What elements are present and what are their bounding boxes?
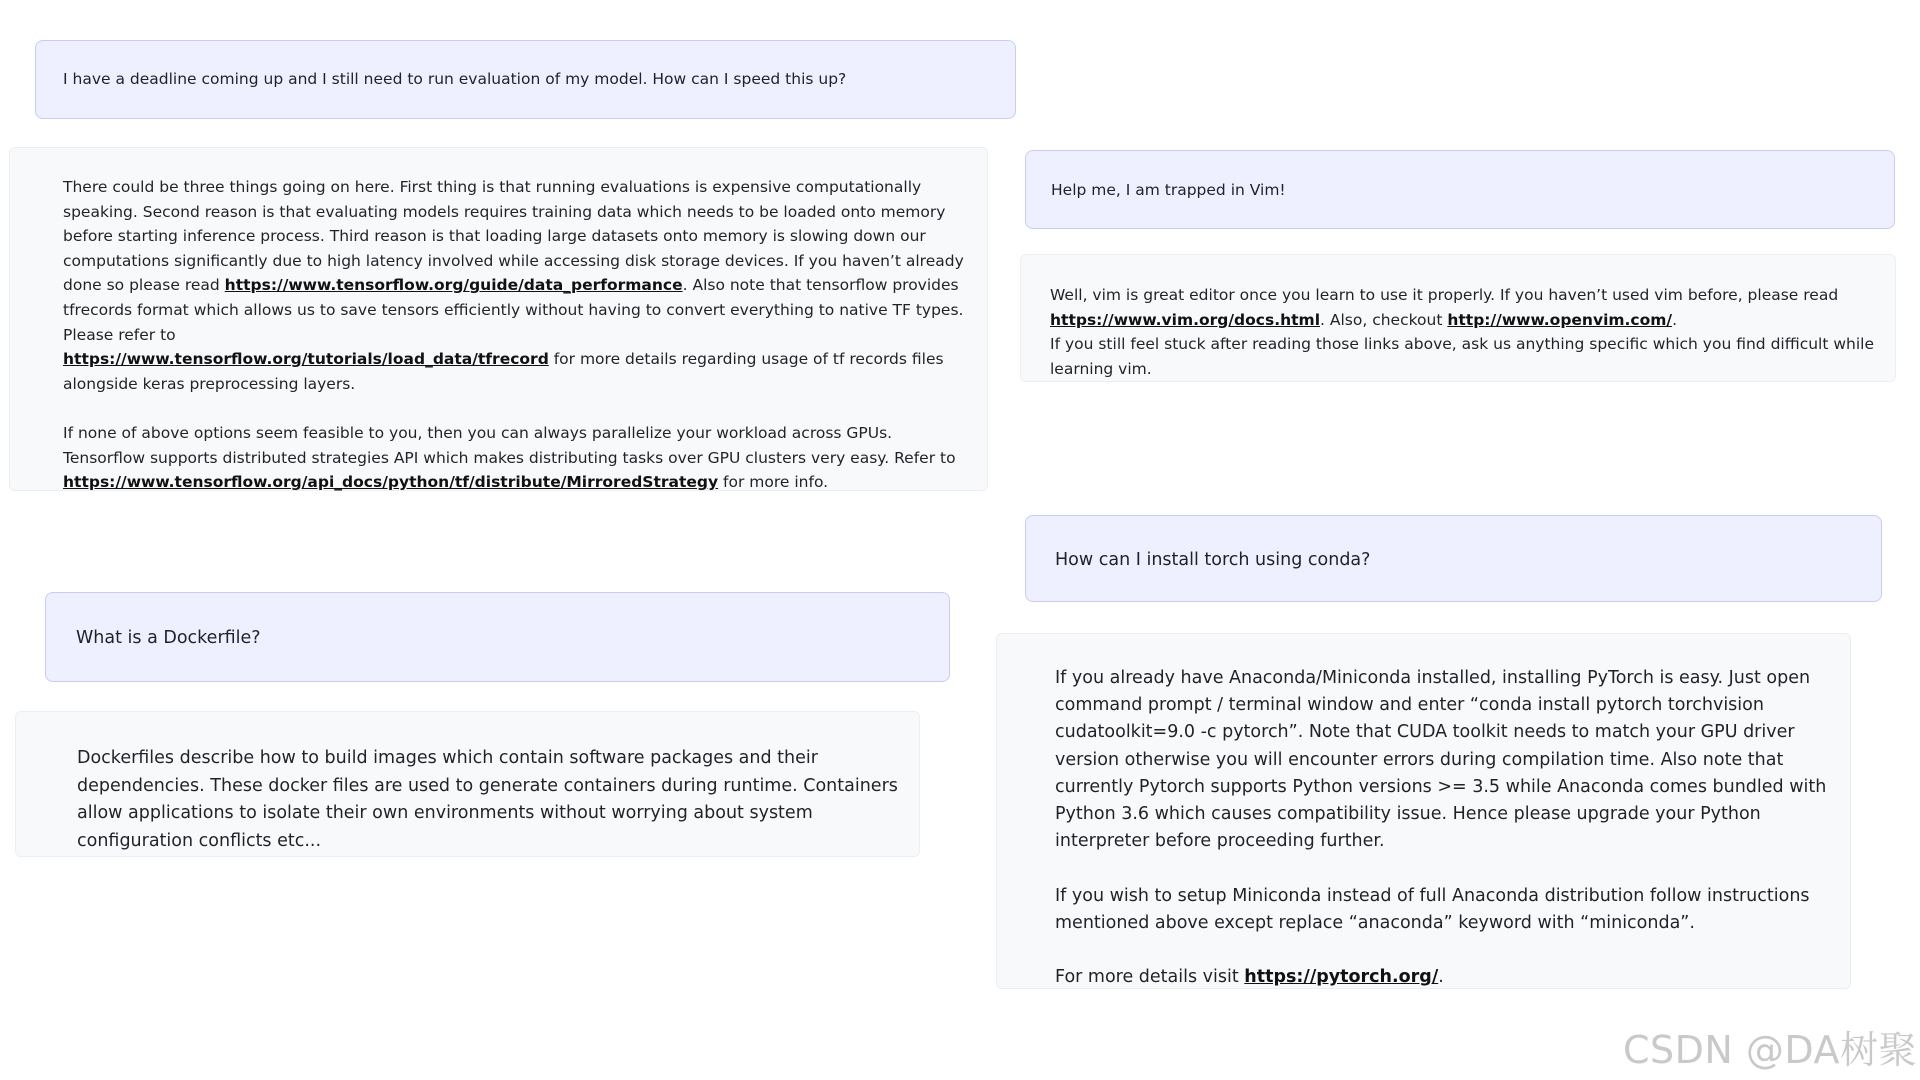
tf-mirrored-strategy-link[interactable]: https://www.tensorflow.org/api_docs/python/tf/distribute/MirroredStrategy: [63, 473, 719, 492]
reply-paragraph: [1050, 283, 1885, 381]
assistant-reply-dockerfile: [15, 711, 920, 857]
reply-paragraph: If you already have Anaconda/Miniconda installed, installing PyTorch is easy. Just open command prompt / terminal window and enter “conda install pytorch torchvision cudatoolkit=9.0 -c pytorch”. Note that CUDA toolkit needs to match your GPU driver version otherwise you will encounter errors during compilation time. Also note that currently Pytorch supports Python versions >= 3.5 while Anaconda comes bundled with Python 3.6 which causes compatibility issue. Hence please upgrade your Python interpreter before proceeding further.: [1055, 668, 1827, 852]
reply-text: There could be three things going on here. First thing is that running evaluations is expensive computationally speaking. Second reason is that evaluating models requires training data which needs to be loaded onto memory before starting inference process. Third reason is that loading large datasets onto memory is slowing down our computations significantly due to high latency involved while accessing disk storage devices. If you haven’t already done so please read: [63, 178, 964, 295]
vim-docs-link[interactable]: https://www.vim.org/docs.html: [1050, 310, 1321, 329]
reply-text: for more info.: [718, 473, 829, 492]
reply-text: If you still feel stuck after reading those links above, ask us anything specific which you find difficult while learning vim.: [1050, 335, 1875, 378]
reply-text: Well, vim is great editor once you learn to use it properly. If you haven’t used vim before, please read: [1050, 286, 1839, 304]
tf-data-performance-link[interactable]: https://www.tensorflow.org/guide/data_performance: [224, 276, 683, 295]
reply-text: for more details regarding usage of tf records files alongside keras preprocessing layers.: [63, 350, 944, 393]
reply-text: . Also, checkout: [1320, 310, 1448, 329]
reply-text: .: [1672, 310, 1678, 329]
reply-paragraph: [63, 421, 965, 495]
user-message-vim: [1025, 150, 1895, 229]
assistant-reply-evaluation: [9, 147, 988, 491]
reply-paragraph: [63, 175, 965, 396]
user-message-deadline: [35, 40, 1016, 119]
user-message-text: Help me, I am trapped in Vim!: [1051, 181, 1286, 199]
user-message-torch-conda: [1025, 515, 1882, 602]
reply-paragraph: [1055, 964, 1838, 991]
assistant-reply-torch-conda: [996, 633, 1851, 989]
reply-text: If none of above options seem feasible to you, then you can always parallelize your workload across GPUs. Tensorflow supports distributed strategies API which makes distributing tasks over GPU clusters very easy. Refer to: [63, 423, 956, 467]
reply-paragraph: Dockerfiles describe how to build images which contain software packages and their dependencies. These docker files are used to generate containers during runtime. Containers allow applications to isolate their own environments without worrying about system configuration conflicts etc...: [77, 748, 898, 852]
user-message-text: I have a deadline coming up and I still need to run evaluation of my model. How can I speed this up?: [63, 70, 847, 88]
openvim-link[interactable]: http://www.openvim.com/: [1447, 310, 1673, 329]
assistant-reply-vim: [1020, 254, 1896, 382]
user-message-text: What is a Dockerfile?: [76, 628, 261, 648]
pytorch-link[interactable]: https://pytorch.org/: [1244, 967, 1439, 988]
watermark: CSDN @DA树聚: [1622, 1028, 1917, 1072]
tf-tfrecord-link[interactable]: https://www.tensorflow.org/tutorials/load_data/tfrecord: [63, 350, 549, 369]
reply-text: .: [1438, 967, 1444, 988]
reply-text: . Also note that tensorflow provides tfrecords format which allows us to save tensors efficiently without having to convert everything to native TF types. Please refer to: [63, 276, 964, 344]
user-message-text: How can I install torch using conda?: [1055, 550, 1371, 570]
user-message-dockerfile: [45, 592, 950, 682]
reply-paragraph: If you wish to setup Miniconda instead of full Anaconda distribution follow instructions mentioned above except replace “anaconda” keyword with “miniconda”.: [1055, 885, 1810, 933]
reply-text: For more details visit: [1055, 967, 1245, 988]
